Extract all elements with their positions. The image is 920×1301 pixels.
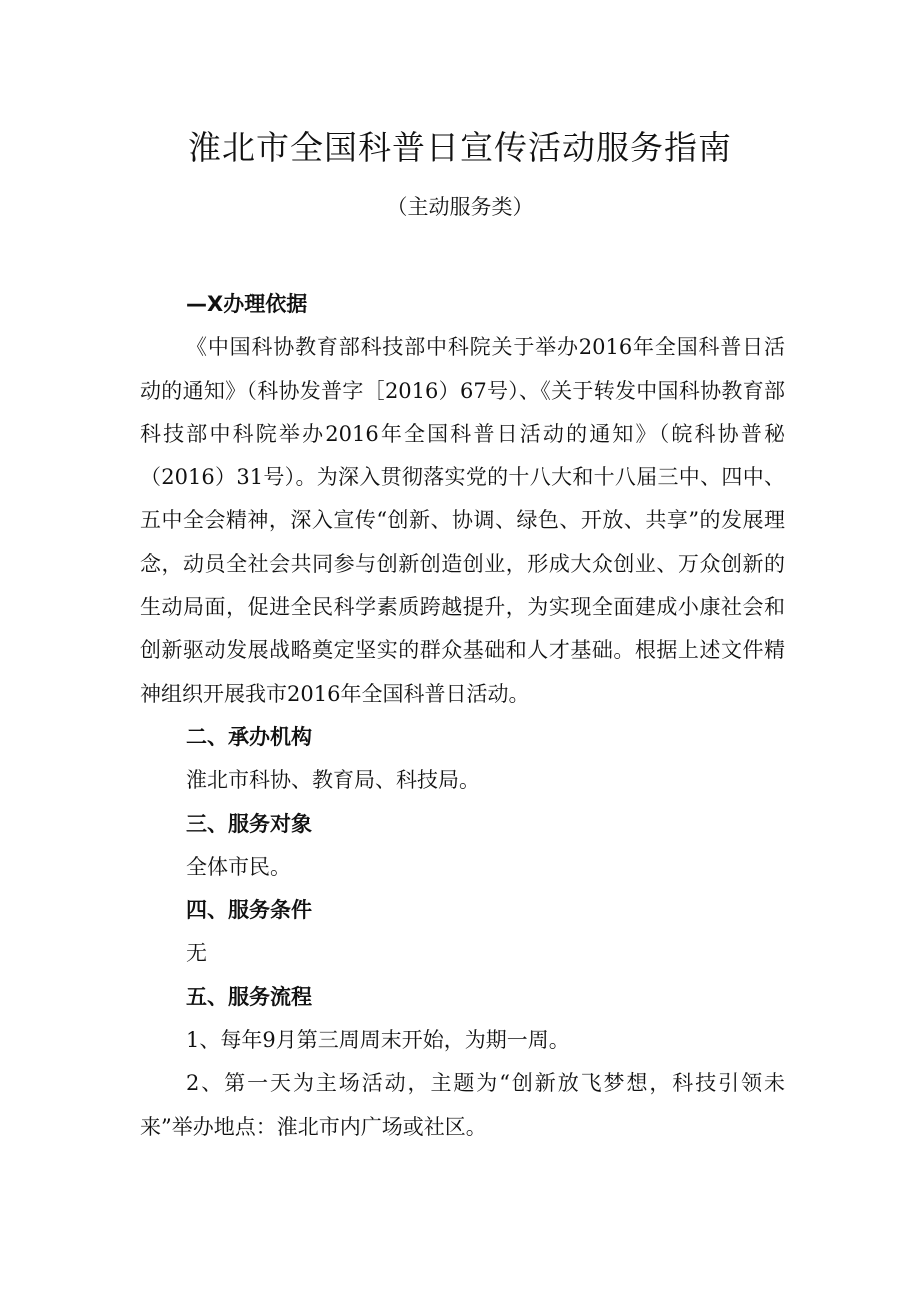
section-heading-organizer: 二、承办机构 — [186, 724, 312, 749]
process-step: 2、第一天为主场活动，主题为“创新放飞梦想，科技引领未来”举办地点：淮北市内广场或社区。 — [140, 1071, 785, 1139]
section-text-target: 全体市民。 — [186, 854, 291, 879]
document-title: 淮北市全国科普日宣传活动服务指南 — [188, 128, 732, 167]
section-text-conditions: 无 — [186, 941, 207, 966]
process-step: 1、每年9月第三周周末开始，为期一周。 — [186, 1028, 570, 1053]
section-heading-process: 五、服务流程 — [186, 984, 312, 1009]
section-heading-basis: —X办理依据 — [186, 292, 308, 316]
document-subtitle: （主动服务类） — [386, 195, 534, 219]
document-body — [140, 283, 785, 1149]
section-heading-conditions: 四、服务条件 — [186, 898, 312, 923]
section-text-organizer: 淮北市科协、教育局、科技局。 — [186, 768, 480, 793]
section-text-basis: 《中国科协教育部科技部中科院关于举办2016年全国科普日活动的通知》（科协发普字［2016）67号）、《关于转发中国科协教育部科技部中科院举办2016年全国科普日活动的通知》（皖科协普秘（2016）31号）。为深入贯彻落实党的十八大和十八届三中、四中、五中全会精神，深入宣传“创新、协调、绿色、开放、共享”的发展理念，动员全社会共同参与创新创造创业，形成大众创业、万众创新的生动局面，促进全民科学素质跨越提升，为实现全面建成小康社会和创新驱动发展战略奠定坚实的群众基础和人才基础。根据上述文件精神组织开展我市2016年全国科普日活动。 — [140, 335, 785, 706]
section-heading-target: 三、服务对象 — [186, 811, 312, 836]
